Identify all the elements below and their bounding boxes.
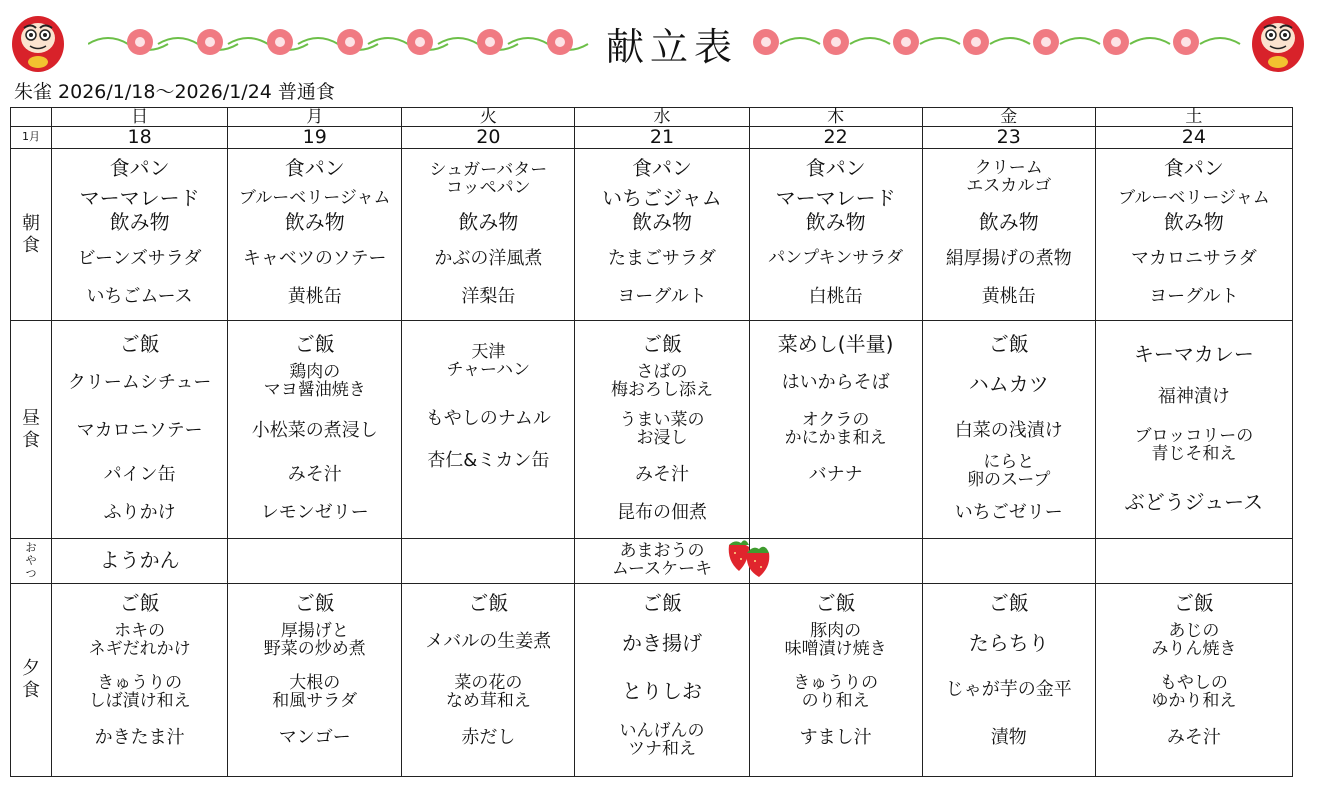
- menu-item: 鶏肉の マヨ醤油焼き: [263, 362, 366, 401]
- menu-item: 飲み物: [978, 209, 1039, 234]
- breakfast-cell: [575, 148, 749, 321]
- menu-item: ふりかけ: [103, 502, 176, 524]
- month-label: 1月: [11, 127, 52, 148]
- menu-item: クリームシチュー: [67, 372, 212, 394]
- breakfast-cell: [922, 148, 1095, 321]
- menu-item: たらちり: [968, 630, 1049, 655]
- menu-item: 黄桃缶: [287, 285, 342, 307]
- dinner-label: 夕 食: [11, 583, 52, 776]
- menu-item: かぶの洋風煮: [434, 247, 543, 269]
- menu-item: すまし汁: [799, 726, 872, 748]
- menu-item: もやしの ゆかり和え: [1151, 672, 1237, 711]
- menu-item: マンゴー: [278, 726, 351, 748]
- snack-cell: [749, 539, 922, 584]
- menu-item: もやしのナムル: [425, 408, 551, 430]
- dinner-cell: [52, 583, 228, 776]
- dinner-cell: [228, 583, 402, 776]
- breakfast-cell: [228, 148, 402, 321]
- menu-item: ご飯: [641, 332, 682, 357]
- snack-cell: [228, 539, 402, 584]
- plum-blossom-garland: [88, 22, 590, 62]
- snack-cell: [575, 539, 749, 584]
- menu-item: キーマカレー: [1133, 342, 1254, 367]
- menu-item: 漬物: [990, 726, 1027, 748]
- breakfast-label: 朝 食: [11, 148, 52, 321]
- menu-item: いちごジャム: [602, 185, 722, 210]
- menu-item: ブルーベリージャム: [1118, 187, 1270, 208]
- menu-item: バナナ: [808, 464, 863, 486]
- dinner-cell: [402, 583, 575, 776]
- menu-item: ブロッコリーの 青じそ和え: [1134, 426, 1254, 465]
- menu-item: 食パン: [805, 155, 866, 180]
- menu-item: みそ汁: [287, 464, 342, 486]
- snack-cell: [402, 539, 575, 584]
- menu-item: きゅうりの しば漬け和え: [88, 672, 191, 711]
- menu-item: 洋梨缶: [461, 285, 516, 307]
- dinner-cell: [1095, 583, 1292, 776]
- daruma-icon: [10, 8, 66, 74]
- breakfast-cell: [749, 148, 922, 321]
- dinner-cell: [749, 583, 922, 776]
- dinner-cell: [922, 583, 1095, 776]
- date-cell: 21: [575, 127, 749, 148]
- menu-item: レモンゼリー: [260, 502, 369, 524]
- snack-row: [11, 539, 1293, 584]
- menu-item: 飲み物: [458, 209, 519, 234]
- menu-item: 福神漬け: [1157, 386, 1230, 408]
- menu-item: 小松菜の煮浸し: [251, 420, 378, 442]
- menu-item: ヨーグルト: [617, 285, 707, 307]
- corner-cell: [11, 108, 52, 127]
- menu-item: きゅうりの のり和え: [793, 672, 879, 711]
- menu-subtitle: 朱雀 2026/1/18～2026/1/24 普通食: [14, 81, 335, 103]
- snack-cell: [52, 539, 228, 584]
- weekday-fri: 金: [922, 108, 1095, 127]
- menu-item: 食パン: [631, 155, 692, 180]
- menu-item: パンプキンサラダ: [768, 247, 904, 268]
- menu-item: かき揚げ: [621, 630, 702, 655]
- menu-item: とりしお: [621, 678, 702, 703]
- menu-item: クリーム エスカルゴ: [966, 157, 1052, 196]
- menu-item: 食パン: [1163, 155, 1224, 180]
- menu-item: 昆布の佃煮: [616, 502, 707, 524]
- menu-item: シュガーバター コッペパン: [429, 159, 548, 198]
- plum-blossom-garland: [752, 22, 1246, 62]
- lunch-cell: [402, 321, 575, 539]
- menu-item: 黄桃缶: [981, 285, 1036, 307]
- snack-item: あまおうの ムースケーキ: [611, 541, 713, 580]
- menu-item: いちごゼリー: [954, 502, 1063, 524]
- menu-item: ヨーグルト: [1149, 285, 1239, 307]
- lunch-cell: [575, 321, 749, 539]
- lunch-cell: [228, 321, 402, 539]
- menu-item: ハムカツ: [968, 372, 1049, 397]
- menu-item: みそ汁: [634, 464, 689, 486]
- date-cell: 23: [922, 127, 1095, 148]
- breakfast-cell: [52, 148, 228, 321]
- header: [0, 0, 1324, 103]
- menu-item: メバルの生姜煮: [425, 630, 552, 652]
- date-cell: 24: [1095, 127, 1292, 148]
- weekday-row: [11, 108, 1293, 127]
- menu-item: にらと 卵のスープ: [967, 452, 1051, 491]
- date-cell: 19: [228, 127, 402, 148]
- date-cell: 22: [749, 127, 922, 148]
- weekday-tue: 火: [402, 108, 575, 127]
- dinner-row: [11, 583, 1293, 776]
- menu-item: パイン缶: [103, 464, 176, 486]
- menu-item: 食パン: [109, 155, 170, 180]
- menu-item: ご飯: [294, 590, 335, 615]
- lunch-cell: [52, 321, 228, 539]
- menu-item: ホキの ネギだれかけ: [88, 620, 191, 659]
- breakfast-row: [11, 148, 1293, 321]
- menu-item: ご飯: [815, 590, 856, 615]
- weekday-thu: 木: [749, 108, 922, 127]
- menu-item: マーマレード: [79, 185, 200, 210]
- weekday-wed: 水: [575, 108, 749, 127]
- menu-item: キャベツのソテー: [242, 247, 387, 269]
- menu-item: ご飯: [468, 590, 509, 615]
- weekday-sat: 土: [1095, 108, 1292, 127]
- menu-item: ビーンズサラダ: [77, 247, 202, 269]
- snack-label: お や つ: [11, 539, 52, 584]
- menu-item: さばの 梅おろし添え: [610, 362, 713, 401]
- dinner-cell: [575, 583, 749, 776]
- menu-item: 食パン: [284, 155, 345, 180]
- menu-item: はいからそば: [781, 372, 890, 394]
- menu-item: オクラの かにかま和え: [784, 410, 887, 449]
- menu-item: 豚肉の 味噌漬け焼き: [784, 620, 887, 659]
- weekday-mon: 月: [228, 108, 402, 127]
- lunch-cell: [749, 321, 922, 539]
- menu-item: 菜の花の なめ茸和え: [445, 672, 531, 711]
- menu-item: ブルーベリージャム: [238, 187, 391, 208]
- menu-item: みそ汁: [1166, 726, 1221, 748]
- menu-item: 飲み物: [631, 209, 692, 234]
- menu-item: ご飯: [119, 590, 160, 615]
- weekday-sun: 日: [52, 108, 228, 127]
- menu-item: ご飯: [641, 590, 682, 615]
- menu-item: 飲み物: [805, 209, 866, 234]
- menu-item: マカロニソテー: [76, 420, 203, 442]
- menu-item: 飲み物: [284, 209, 345, 234]
- menu-item: 絹厚揚げの煮物: [945, 247, 1072, 269]
- menu-item: 飲み物: [109, 209, 170, 234]
- date-row: [11, 127, 1293, 148]
- lunch-row: [11, 321, 1293, 539]
- menu-item: 大根の 和風サラダ: [272, 672, 358, 711]
- menu-item: 白桃缶: [808, 285, 863, 307]
- menu-item: ご飯: [294, 332, 335, 357]
- menu-item: あじの みりん焼き: [1151, 620, 1237, 659]
- menu-item: マーマレード: [775, 185, 896, 210]
- menu-item: 杏仁&ミカン缶: [427, 450, 550, 472]
- date-cell: 20: [402, 127, 575, 148]
- menu-item: 白菜の浅漬け: [954, 420, 1063, 442]
- lunch-label: 昼 食: [11, 321, 52, 539]
- menu-item: たまごサラダ: [608, 247, 716, 269]
- menu-item: ご飯: [988, 590, 1029, 615]
- menu-item: いちごムース: [86, 285, 193, 307]
- menu-item: いんげんの ツナ和え: [619, 720, 705, 759]
- lunch-cell: [922, 321, 1095, 539]
- menu-table: [10, 107, 1293, 777]
- menu-item: 厚揚げと 野菜の炒め煮: [263, 620, 366, 659]
- menu-item: マカロニサラダ: [1130, 247, 1257, 269]
- menu-item: かきたま汁: [94, 726, 185, 748]
- snack-item: ようかん: [99, 548, 180, 573]
- breakfast-cell: [1095, 148, 1292, 321]
- menu-item: 赤だし: [461, 726, 516, 748]
- menu-item: うまい菜の お浸し: [619, 410, 705, 449]
- breakfast-cell: [402, 148, 575, 321]
- menu-item: ご飯: [119, 332, 160, 357]
- page-title: 献立表: [605, 25, 738, 69]
- menu-item: ぶどうジュース: [1124, 490, 1264, 515]
- snack-cell: [922, 539, 1095, 584]
- date-cell: 18: [52, 127, 228, 148]
- daruma-icon: [1250, 8, 1306, 74]
- snack-cell: [1095, 539, 1292, 584]
- menu-item: 天津 チャーハン: [446, 342, 531, 381]
- menu-item: 飲み物: [1163, 209, 1224, 234]
- lunch-cell: [1095, 321, 1292, 539]
- menu-item: じゃが芋の金平: [945, 678, 1072, 700]
- menu-item: ご飯: [988, 332, 1029, 357]
- menu-item: 菜めし(半量): [777, 332, 894, 357]
- menu-item: ご飯: [1173, 590, 1214, 615]
